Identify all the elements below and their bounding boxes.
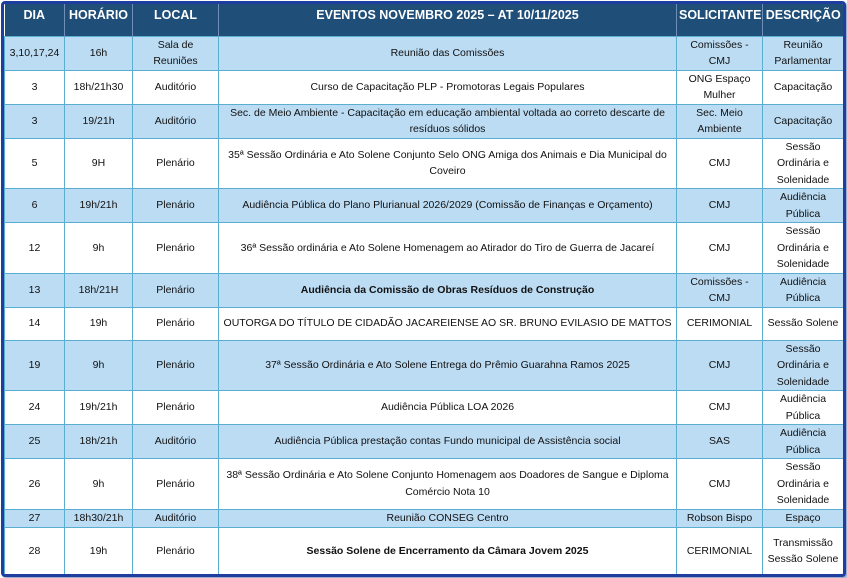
cell-solicitante: CMJ	[677, 189, 763, 223]
cell-local: Plenário	[133, 340, 219, 391]
header-eventos: EVENTOS NOVEMBRO 2025 – AT 10/11/2025	[219, 4, 677, 36]
cell-solicitante: SAS	[677, 425, 763, 459]
cell-evento: Sessão Solene de Encerramento da Câmara Jovem 2025	[219, 527, 677, 575]
cell-dia: 3	[5, 70, 65, 104]
cell-descricao: Sessão Ordinária e Solenidade	[763, 223, 844, 274]
cell-dia: 3	[5, 104, 65, 138]
cell-evento: 37ª Sessão Ordinária e Ato Solene Entrega do Prêmio Guarahna Ramos 2025	[219, 340, 677, 391]
cell-local: Plenário	[133, 138, 219, 189]
cell-evento: Reunião CONSEG Centro	[219, 509, 677, 527]
events-table	[4, 4, 844, 576]
cell-horario: 18h30/21h	[65, 509, 133, 527]
cell-evento: 35ª Sessão Ordinária e Ato Solene Conjunto Selo ONG Amiga dos Animais e Dia Municipal do Coveiro	[219, 138, 677, 189]
cell-dia: 12	[5, 223, 65, 274]
table-row	[5, 189, 844, 223]
cell-solicitante: CMJ	[677, 223, 763, 274]
cell-dia: 19	[5, 340, 65, 391]
header-dia: DIA	[5, 4, 65, 36]
cell-horario: 9h	[65, 459, 133, 510]
header-horario: HORÁRIO	[65, 4, 133, 36]
cell-solicitante: CMJ	[677, 138, 763, 189]
cell-evento: Audiência Pública prestação contas Fundo municipal de Assistência social	[219, 425, 677, 459]
cell-solicitante: CERIMONIAL	[677, 307, 763, 340]
table-row	[5, 104, 844, 138]
cell-solicitante: Comissões - CMJ	[677, 273, 763, 307]
cell-solicitante: ONG Espaço Mulher	[677, 70, 763, 104]
cell-descricao: Audiência Pública	[763, 189, 844, 223]
cell-dia: 26	[5, 459, 65, 510]
cell-evento: Reunião das Comissões	[219, 36, 677, 70]
cell-local: Plenário	[133, 459, 219, 510]
table-header-row	[5, 4, 844, 36]
cell-solicitante: CMJ	[677, 340, 763, 391]
cell-horario: 9h	[65, 223, 133, 274]
cell-descricao: Sessão Ordinária e Solenidade	[763, 138, 844, 189]
table-row	[5, 70, 844, 104]
cell-dia: 14	[5, 307, 65, 340]
cell-descricao: Audiência Pública	[763, 273, 844, 307]
table-row	[5, 138, 844, 189]
cell-solicitante: Sec. Meio Ambiente	[677, 104, 763, 138]
header-local: LOCAL	[133, 4, 219, 36]
cell-evento: 36ª Sessão ordinária e Ato Solene Homenagem ao Atirador do Tiro de Guerra de Jacareí	[219, 223, 677, 274]
cell-horario: 19h/21h	[65, 391, 133, 425]
cell-solicitante: CMJ	[677, 391, 763, 425]
header-solicitante: SOLICITANTE	[677, 4, 763, 36]
table-row	[5, 509, 844, 527]
table-row	[5, 527, 844, 575]
cell-descricao: Sessão Solene	[763, 307, 844, 340]
cell-dia: 24	[5, 391, 65, 425]
cell-horario: 18h/21h	[65, 425, 133, 459]
cell-horario: 9h	[65, 340, 133, 391]
cell-descricao: Capacitação	[763, 104, 844, 138]
table-row	[5, 340, 844, 391]
cell-local: Plenário	[133, 189, 219, 223]
cell-evento: Curso de Capacitação PLP - Promotoras Legais Populares	[219, 70, 677, 104]
cell-descricao: Espaço	[763, 509, 844, 527]
cell-descricao: Audiência Pública	[763, 391, 844, 425]
cell-evento: Audiência da Comissão de Obras Resíduos de Construção	[219, 273, 677, 307]
cell-local: Plenário	[133, 391, 219, 425]
cell-local: Plenário	[133, 527, 219, 575]
cell-evento: Sec. de Meio Ambiente - Capacitação em educação ambiental voltada ao correto descarte de resíduos sólidos	[219, 104, 677, 138]
table-row	[5, 307, 844, 340]
header-descricao: DESCRIÇÃO	[763, 4, 844, 36]
table-row	[5, 223, 844, 274]
cell-dia: 5	[5, 138, 65, 189]
cell-horario: 19h	[65, 527, 133, 575]
table-row	[5, 459, 844, 510]
cell-local: Auditório	[133, 70, 219, 104]
cell-local: Plenário	[133, 223, 219, 274]
cell-dia: 25	[5, 425, 65, 459]
cell-dia: 27	[5, 509, 65, 527]
cell-descricao: Capacitação	[763, 70, 844, 104]
cell-dia: 28	[5, 527, 65, 575]
cell-local: Plenário	[133, 307, 219, 340]
cell-evento: Audiência Pública do Plano Plurianual 2026/2029 (Comissão de Finanças e Orçamento)	[219, 189, 677, 223]
cell-dia: 13	[5, 273, 65, 307]
cell-local: Sala de Reuniões	[133, 36, 219, 70]
cell-descricao: Sessão Ordinária e Solenidade	[763, 340, 844, 391]
cell-horario: 9H	[65, 138, 133, 189]
cell-local: Auditório	[133, 425, 219, 459]
cell-local: Auditório	[133, 509, 219, 527]
cell-solicitante: CMJ	[677, 459, 763, 510]
cell-horario: 19/21h	[65, 104, 133, 138]
events-table-frame	[1, 1, 846, 577]
cell-descricao: Audiência Pública	[763, 425, 844, 459]
cell-evento: 38ª Sessão Ordinária e Ato Solene Conjunto Homenagem aos Doadores de Sangue e Diploma Comércio Nota 10	[219, 459, 677, 510]
cell-horario: 18h/21h30	[65, 70, 133, 104]
cell-evento: OUTORGA DO TÍTULO DE CIDADÃO JACAREIENSE AO SR. BRUNO EVILASIO DE MATTOS	[219, 307, 677, 340]
cell-local: Auditório	[133, 104, 219, 138]
cell-evento: Audiência Pública LOA 2026	[219, 391, 677, 425]
cell-dia: 6	[5, 189, 65, 223]
cell-horario: 19h/21h	[65, 189, 133, 223]
cell-descricao: Sessão Ordinária e Solenidade	[763, 459, 844, 510]
table-row	[5, 36, 844, 70]
cell-horario: 16h	[65, 36, 133, 70]
cell-horario: 18h/21H	[65, 273, 133, 307]
cell-local: Plenário	[133, 273, 219, 307]
cell-horario: 19h	[65, 307, 133, 340]
cell-solicitante: CERIMONIAL	[677, 527, 763, 575]
cell-descricao: Reunião Parlamentar	[763, 36, 844, 70]
table-row	[5, 391, 844, 425]
cell-solicitante: Comissões - CMJ	[677, 36, 763, 70]
table-row	[5, 425, 844, 459]
table-row	[5, 273, 844, 307]
cell-descricao: Transmissão Sessão Solene	[763, 527, 844, 575]
cell-solicitante: Robson Bispo	[677, 509, 763, 527]
cell-dia: 3,10,17,24	[5, 36, 65, 70]
